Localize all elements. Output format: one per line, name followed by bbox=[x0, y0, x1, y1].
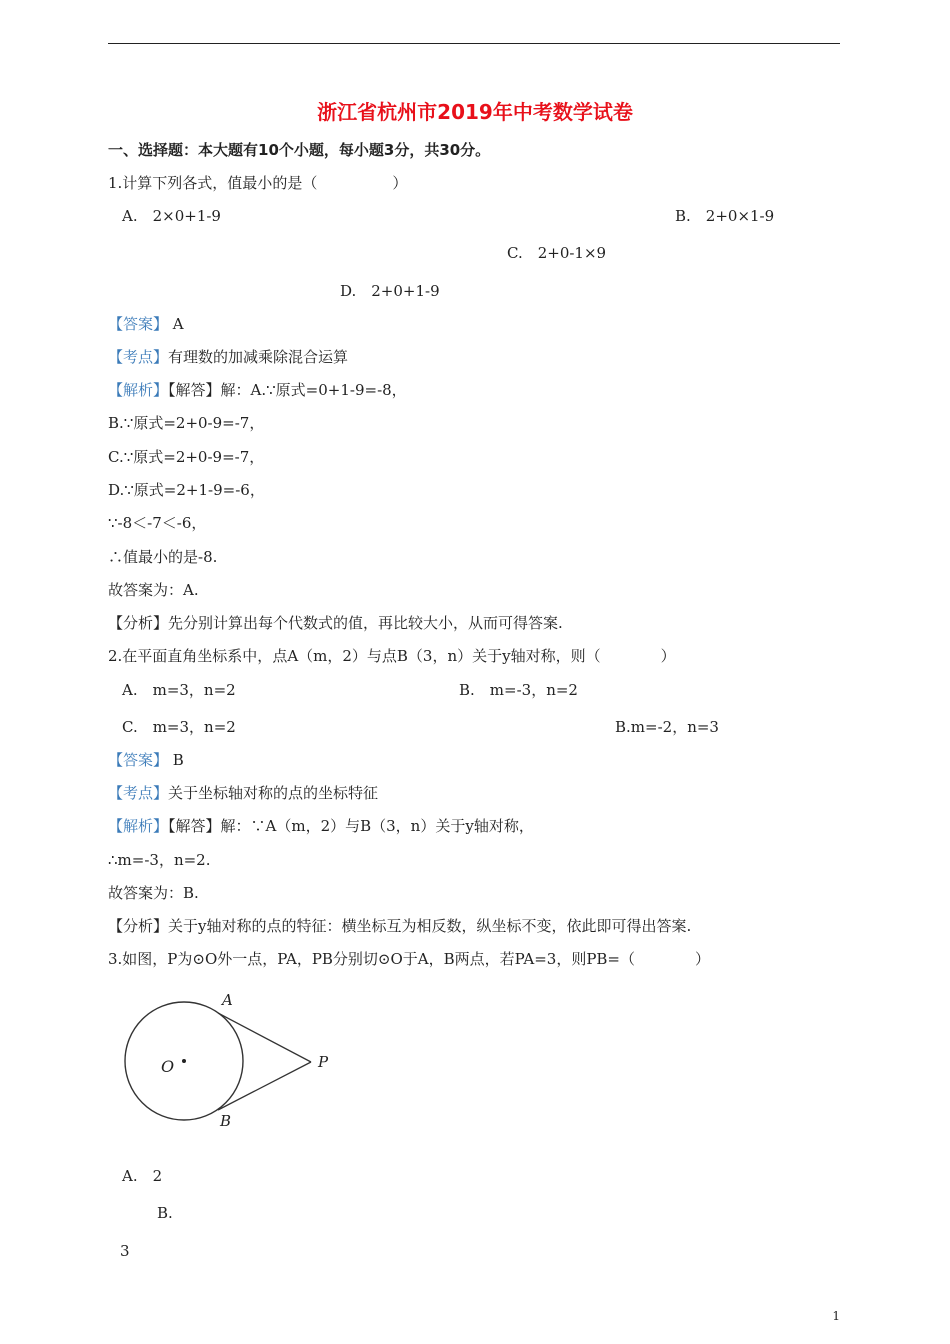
center-dot bbox=[182, 1059, 186, 1063]
label-o: O bbox=[161, 1057, 175, 1076]
q1-answer: A bbox=[172, 315, 184, 333]
q3-option-a: A. 2 bbox=[122, 1167, 163, 1185]
answer-tag: 【答案】 bbox=[108, 751, 169, 769]
q1-analysis: 【解答】解：A.∵原式=0+1-9=-8， bbox=[168, 381, 407, 399]
q2-stem: 2.在平面直角坐标系中，点A（m，2）与点B（3，n）关于y轴对称，则（ ） bbox=[108, 647, 676, 665]
q1-analysis-line bbox=[108, 380, 407, 400]
q1-point-line bbox=[108, 347, 348, 367]
header-rule bbox=[108, 43, 840, 44]
q2-option-a: A. m=3，n=2 bbox=[122, 681, 236, 699]
q2-line: 故答案为：B. bbox=[108, 884, 199, 902]
tangent-circle-figure bbox=[108, 985, 348, 1135]
q3-stem: 3.如图，P为⊙O外一点，PA，PB分别切⊙O于A，B两点，若PA=3，则PB=（ ） bbox=[108, 950, 711, 968]
q1-option-b: B. 2+0×1-9 bbox=[675, 207, 775, 225]
point-tag: 【考点】 bbox=[108, 348, 169, 366]
q1-option-a: A. 2×0+1-9 bbox=[122, 207, 221, 225]
q2-answer: B bbox=[172, 751, 184, 769]
q2-point-line bbox=[108, 783, 378, 803]
q1-line: D.∵原式=2+1-9=-6， bbox=[108, 481, 265, 499]
q1-line: C.∵原式=2+0-9=-7， bbox=[108, 448, 265, 466]
point-tag: 【考点】 bbox=[108, 784, 169, 802]
q3-option-b: B. bbox=[157, 1204, 173, 1222]
section-heading: 一、选择题：本大题有10个小题，每小题3分，共30分。 bbox=[108, 141, 491, 159]
q1-line: ∴值最小的是-8. bbox=[108, 548, 218, 566]
q2-option-c: C. m=3，n=2 bbox=[122, 718, 236, 736]
label-b: B bbox=[220, 1112, 232, 1130]
q2-summary: 关于y轴对称的点的特征：横坐标互为相反数，纵坐标不变，依此即可得出答案. bbox=[168, 917, 692, 935]
q1-option-d: D. 2+0+1-9 bbox=[340, 282, 440, 300]
q1-line: ∵-8＜-7＜-6， bbox=[108, 514, 207, 532]
summary-tag: 【分析】 bbox=[108, 614, 169, 632]
label-a: A bbox=[222, 991, 233, 1009]
q1-line: 故答案为：A. bbox=[108, 581, 199, 599]
q2-option-b: B. m=-3，n=2 bbox=[459, 681, 578, 699]
q2-answer-line bbox=[108, 750, 184, 770]
page-number: 1 bbox=[832, 1309, 840, 1323]
answer-tag: 【答案】 bbox=[108, 315, 169, 333]
q1-summary-line bbox=[108, 613, 563, 633]
q1-answer-line bbox=[108, 314, 184, 334]
label-p: P bbox=[318, 1053, 329, 1071]
analysis-tag: 【解析】 bbox=[108, 817, 169, 835]
q1-point: 有理数的加减乘除混合运算 bbox=[168, 348, 349, 366]
summary-tag: 【分析】 bbox=[108, 917, 169, 935]
q2-analysis: 【解答】解：∵A（m，2）与B（3，n）关于y轴对称， bbox=[168, 817, 534, 835]
q1-line: B.∵原式=2+0-9=-7， bbox=[108, 414, 265, 432]
q1-stem: 1.计算下列各式，值最小的是（ ） bbox=[108, 174, 408, 192]
analysis-tag: 【解析】 bbox=[108, 381, 169, 399]
q2-option-d: B.m=-2，n=3 bbox=[615, 718, 719, 736]
q2-line: ∴m=-3，n=2. bbox=[108, 851, 211, 869]
q1-option-c: C. 2+0-1×9 bbox=[507, 244, 607, 262]
q2-summary-line bbox=[108, 916, 691, 936]
q2-point: 关于坐标轴对称的点的坐标特征 bbox=[168, 784, 379, 802]
tangent-pa bbox=[218, 1013, 311, 1062]
q1-summary: 先分别计算出每个代数式的值，再比较大小，从而可得答案. bbox=[168, 614, 563, 632]
page-title: 浙江省杭州市2019年中考数学试卷 bbox=[317, 100, 633, 124]
tangent-pb bbox=[218, 1062, 311, 1110]
q3-option-b-value: 3 bbox=[120, 1242, 130, 1260]
q2-analysis-line bbox=[108, 816, 534, 836]
